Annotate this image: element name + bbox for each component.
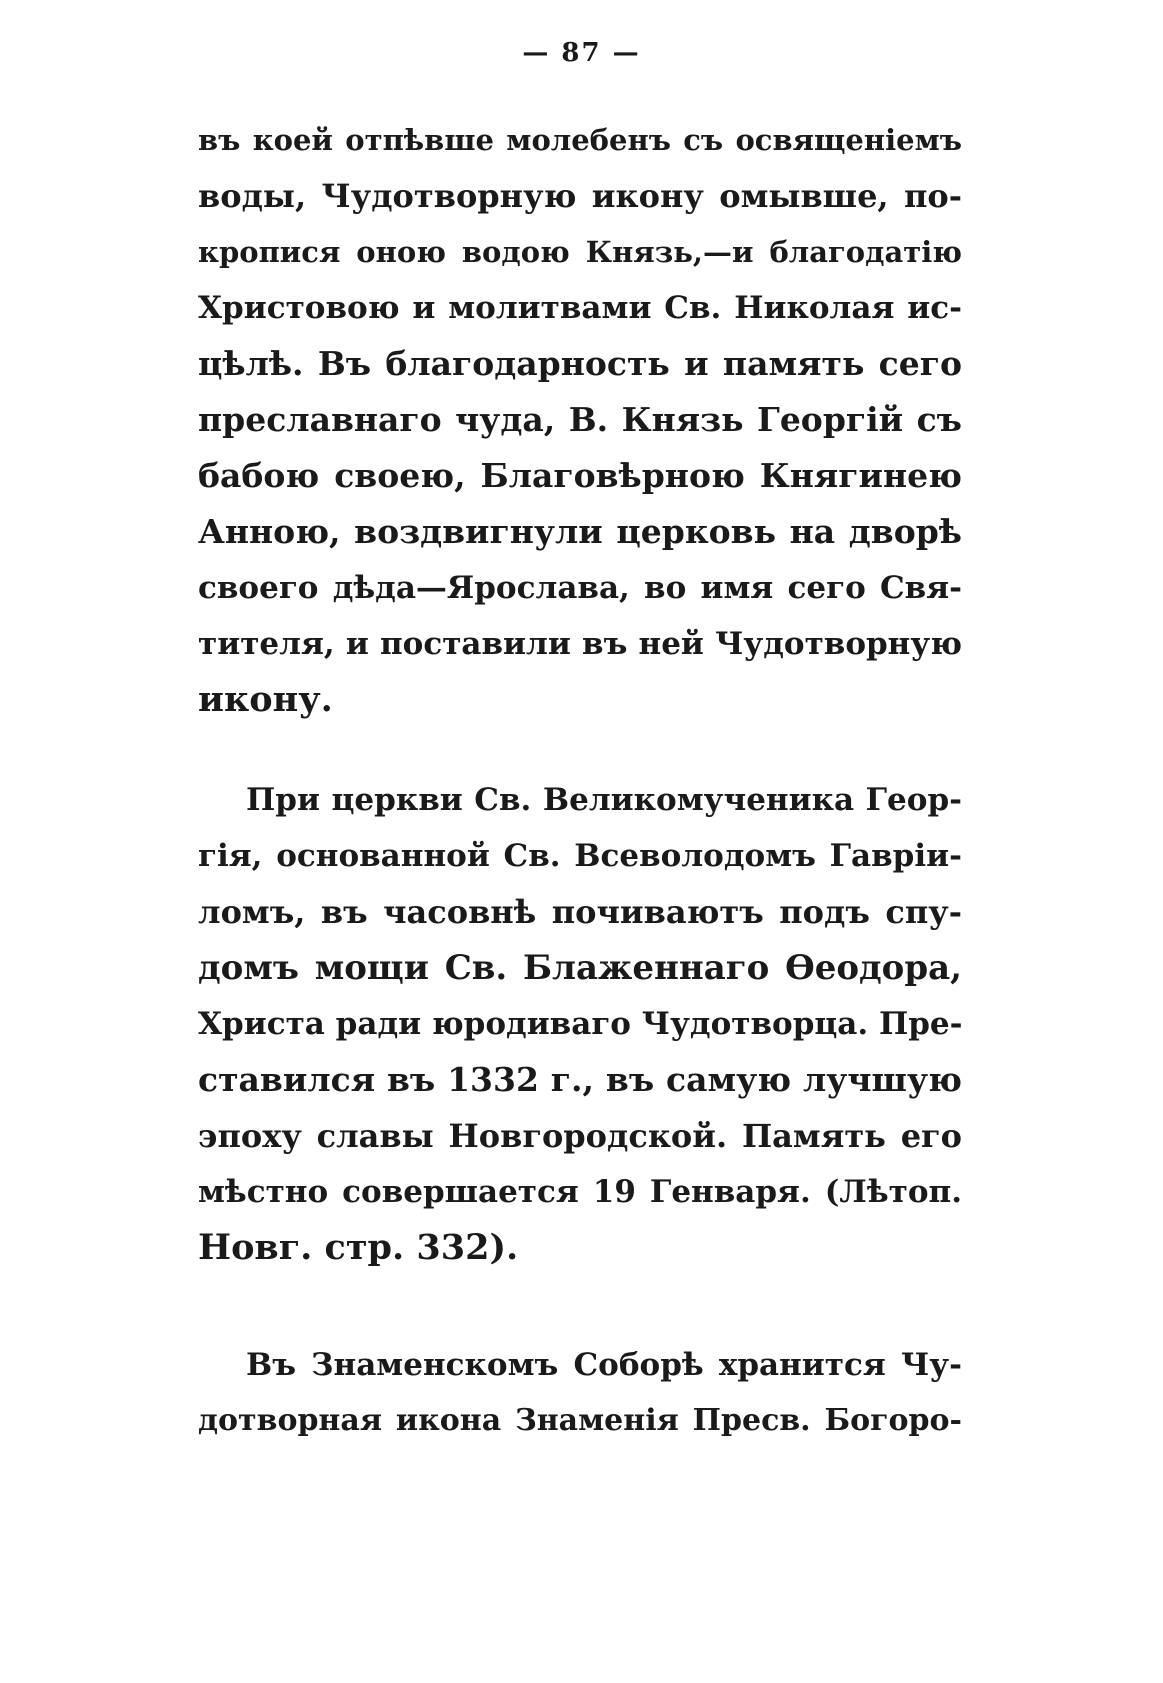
text-line: Въ Знаменскомъ Соборѣ хранится Чу- [246,1347,962,1383]
text-line: ломъ, въ часовнѣ почиваютъ подъ спу- [198,893,962,931]
paragraph-2 [198,772,962,1276]
text-line: Анною, воздвигнули церковь на дворѣ [198,512,962,551]
paragraph-3 [198,1337,962,1449]
text-line: При церкви Св. Великомученика Геор- [246,782,962,818]
text-line: тителя, и поставили въ ней Чудотворную [198,626,962,662]
page-number: — 87 — [522,38,641,68]
paragraph-1 [198,112,962,728]
text-line: икону. [198,679,333,720]
text-line: воды, Чудотворную икону омывше, по- [198,177,962,215]
text-line: преславнаго чуда, В. Князь Георгій съ [198,400,962,439]
text-line: ставился въ 1332 г., въ самую лучшую [198,1060,962,1099]
text-line: кропися оною водою Князь,—и благодатію [198,235,962,269]
text-line: бабою своею, Благовѣрною Княгинею [198,456,962,495]
text-line: Христовою и молитвами Св. Николая ис- [198,290,962,326]
text-line: Христа ради юродиваго Чудотворца. Пре- [198,1006,963,1042]
text-line: домъ мощи Св. Блаженнаго Ѳеодора, [198,948,962,988]
text-line: гія, основанной Св. Всеволодомъ Гавріи- [198,838,962,874]
text-line: своего дѣда—Ярослава, во имя сего Свя- [198,570,962,606]
text-line: Новг. стр. 332). [198,1227,519,1268]
text-line: эпоху славы Новгородской. Память его [198,1117,962,1155]
text-line: мѣстно совершается 19 Генваря. (Лѣтоп. [198,1174,962,1210]
text-line: цѣлѣ. Въ благодарность и память сего [198,344,962,383]
text-line: въ коей отпѣвше молебенъ съ освященіемъ [198,123,962,157]
text-line: дотворная икона Знаменія Пресв. Богоро- [198,1403,962,1438]
